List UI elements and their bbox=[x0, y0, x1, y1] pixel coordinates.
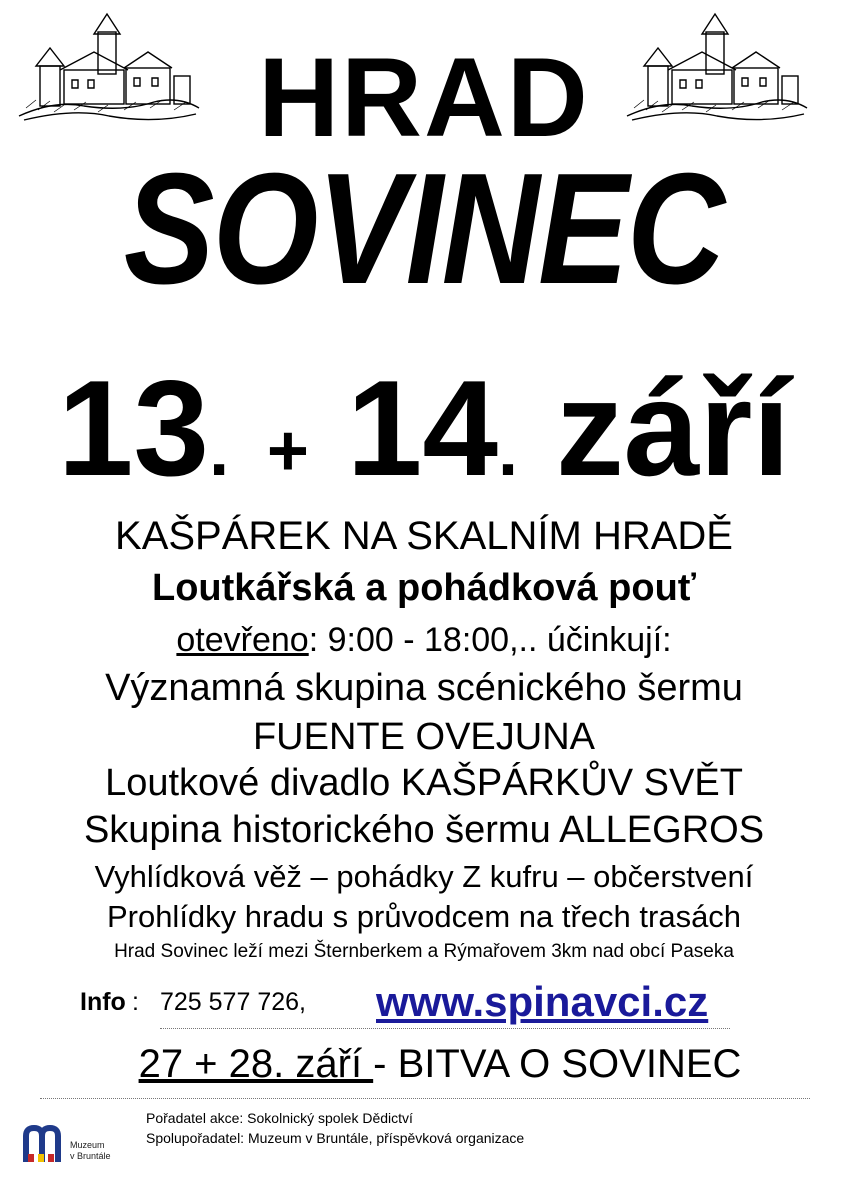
date-month: září bbox=[555, 352, 791, 504]
opening-hours bbox=[0, 622, 848, 659]
info-label: Info bbox=[80, 988, 126, 1016]
program-subheadline: Loutkářská a pohádková pouť bbox=[152, 567, 696, 609]
museum-logo bbox=[22, 1122, 142, 1172]
date-day1: 13 bbox=[57, 352, 210, 504]
info-colon: : bbox=[132, 988, 139, 1016]
title-hrad: HRAD bbox=[258, 35, 590, 160]
website-link[interactable]: www.spinavci.cz bbox=[376, 978, 709, 1025]
open-hours: : 9:00 - 18:00,.. účinkují: bbox=[308, 621, 672, 659]
date-plus: + bbox=[266, 411, 309, 491]
next-event-title: - BITVA O SOVINEC bbox=[373, 1042, 742, 1086]
date-sep1: . bbox=[209, 411, 230, 491]
title-sovinec-wrapper bbox=[0, 141, 848, 317]
date-sep2: . bbox=[498, 411, 519, 491]
organizer: Pořadatel akce: Sokolnický spolek Dědictví bbox=[146, 1110, 413, 1126]
title-sovinec: SOVINEC bbox=[124, 141, 724, 317]
museum-logo-line1: Muzeum bbox=[70, 1140, 105, 1150]
info-phone: 725 577 726, bbox=[160, 988, 306, 1016]
open-label: otevřeno bbox=[176, 621, 309, 659]
museum-logo-line2: v Bruntále bbox=[70, 1150, 111, 1161]
location-note: Hrad Sovinec leží mezi Šternberkem a Rýmařovem 3km nad obcí Paseka bbox=[114, 941, 734, 962]
extras-2: Prohlídky hradu s průvodcem na třech trasách bbox=[106, 899, 742, 934]
divider-dotted bbox=[160, 1028, 730, 1029]
divider-dotted-bottom bbox=[40, 1098, 810, 1099]
next-event bbox=[80, 1042, 800, 1086]
performer-1-name: FUENTE OVEJUNA bbox=[252, 716, 596, 758]
date-day2: 14 bbox=[346, 352, 499, 504]
event-dates bbox=[0, 352, 848, 504]
next-event-dates: 27 + 28. září bbox=[138, 1042, 374, 1086]
museum-logo-icon bbox=[22, 1124, 66, 1166]
info-row bbox=[80, 978, 800, 1028]
performer-2: Loutkové divadlo KAŠPÁRKŮV SVĚT bbox=[105, 762, 743, 804]
museum-logo-text bbox=[70, 1140, 111, 1162]
program-headline: KAŠPÁREK NA SKALNÍM HRADĚ bbox=[115, 514, 733, 558]
co-organizer: Spolupořadatel: Muzeum v Bruntále, příspěvková organizace bbox=[146, 1130, 525, 1146]
extras-1: Vyhlídková věž – pohádky Z kufru – občerstvení bbox=[94, 859, 754, 894]
performer-1: Významná skupina scénického šermu bbox=[105, 667, 743, 709]
performer-3: Skupina historického šermu ALLEGROS bbox=[83, 809, 765, 851]
